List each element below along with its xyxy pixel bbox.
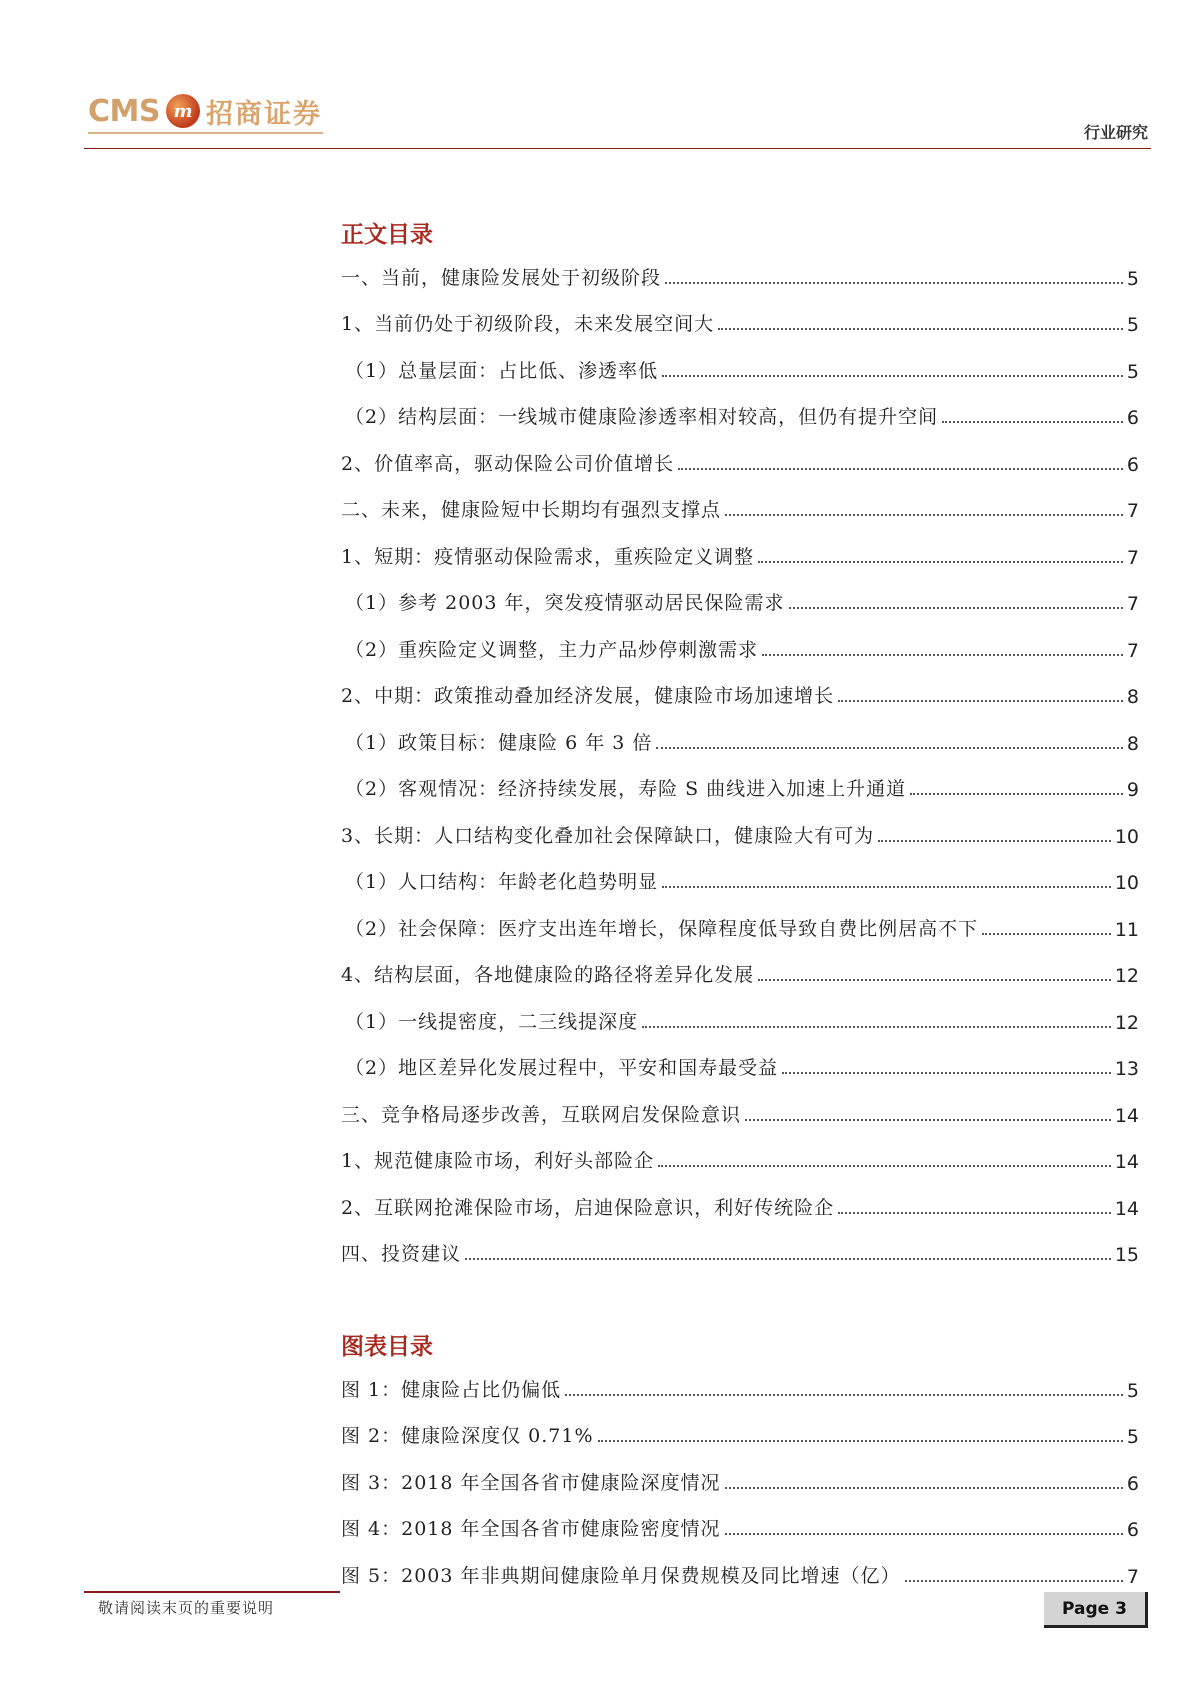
figure-entry-page: 6	[1126, 1472, 1139, 1495]
toc-entry-page: 15	[1114, 1244, 1139, 1266]
toc-entry-page: 14	[1114, 1151, 1139, 1173]
toc-entry-text: （1）总量层面：占比低、渗透率低	[345, 359, 659, 382]
dot-leader	[982, 932, 1111, 935]
toc-entry[interactable]	[341, 755, 1139, 802]
toc-entry[interactable]	[341, 290, 1139, 337]
toc-entry[interactable]	[341, 429, 1139, 476]
figure-entry-page: 6	[1126, 1519, 1139, 1541]
dot-leader	[642, 1025, 1111, 1028]
toc-entry[interactable]	[341, 1220, 1139, 1267]
toc-entry[interactable]	[341, 1080, 1139, 1127]
dot-leader	[758, 978, 1111, 981]
toc-entry[interactable]	[341, 522, 1139, 569]
figure-entry-page: 7	[1126, 1565, 1139, 1588]
toc-entry-page: 8	[1126, 686, 1139, 708]
toc-entry-page: 6	[1126, 453, 1139, 476]
toc-entry[interactable]	[341, 662, 1139, 709]
toc-list	[341, 243, 1139, 1266]
toc-entry[interactable]	[341, 1127, 1139, 1174]
toc-entry-text: 2、互联网抢滩保险市场，启迪保险意识，利好传统险企	[341, 1196, 835, 1219]
dot-leader	[745, 1118, 1111, 1121]
toc-entry-page: 14	[1114, 1104, 1139, 1127]
dot-leader	[656, 746, 1122, 749]
figure-entry-text: 图 3：2018 年全国各省市健康险深度情况	[341, 1471, 721, 1494]
toc-entry-text: （2）地区差异化发展过程中，平安和国寿最受益	[345, 1057, 779, 1079]
toc-entry-text: 2、价值率高，驱动保险公司价值增长	[341, 452, 675, 475]
toc-entry[interactable]	[341, 476, 1139, 523]
toc-entry[interactable]	[341, 569, 1139, 616]
toc-entry-text: 2、中期：政策推动叠加经济发展，健康险市场加速增长	[341, 685, 835, 707]
toc-entry-text: 1、规范健康险市场，利好头部险企	[341, 1150, 655, 1172]
figure-entry-text: 图 1：健康险占比仍偏低	[341, 1378, 562, 1401]
toc-entry-page: 9	[1126, 779, 1139, 801]
toc-title: 正文目录	[341, 222, 433, 248]
logo-cms-text: CMS	[88, 93, 160, 129]
dot-leader	[718, 327, 1123, 330]
logo-chinese-name: 招商证券	[205, 98, 322, 130]
toc-entry-page: 5	[1126, 314, 1139, 336]
dot-leader	[725, 1486, 1123, 1489]
figure-entry[interactable]	[341, 1448, 1139, 1495]
toc-entry[interactable]	[341, 383, 1139, 430]
figure-entry-text: 图 4：2018 年全国各省市健康险密度情况	[341, 1518, 721, 1540]
toc-entry-text: （1）参考 2003 年，突发疫情驱动居民保险需求	[345, 592, 785, 614]
toc-entry[interactable]	[341, 941, 1139, 988]
dot-leader	[598, 1439, 1123, 1442]
figure-entry[interactable]	[341, 1355, 1139, 1402]
figure-entry-page: 5	[1126, 1379, 1139, 1402]
toc-entry-page: 7	[1126, 546, 1139, 569]
toc-entry-page: 7	[1126, 500, 1139, 522]
toc-entry-text: （1）政策目标：健康险 6 年 3 倍	[345, 731, 653, 754]
footer-disclaimer: 敬请阅读末页的重要说明	[98, 1599, 275, 1617]
figure-entry-text: 图 5：2003 年非典期间健康险单月保费规模及同比增速（亿）	[341, 1564, 901, 1587]
figure-entry[interactable]	[341, 1402, 1139, 1449]
toc-entry-text: 1、当前仍处于初级阶段，未来发展空间大	[341, 313, 715, 335]
toc-entry[interactable]	[341, 801, 1139, 848]
toc-entry-text: 二、未来，健康险短中长期均有强烈支撑点	[341, 499, 722, 521]
toc-entry[interactable]	[341, 987, 1139, 1034]
toc-entry[interactable]	[341, 894, 1139, 941]
dot-leader	[782, 1071, 1111, 1074]
toc-entry[interactable]	[341, 848, 1139, 895]
header-divider	[84, 148, 1151, 149]
toc-entry-text: 三、竞争格局逐步改善，互联网启发保险意识	[341, 1103, 742, 1126]
toc-entry-text: （2）重疾险定义调整，主力产品炒停刺激需求	[345, 638, 759, 661]
dot-leader	[942, 420, 1123, 423]
toc-entry-page: 7	[1126, 639, 1139, 662]
dot-leader	[725, 513, 1123, 516]
report-type-label: 行业研究	[1083, 123, 1148, 142]
toc-entry[interactable]	[341, 336, 1139, 383]
toc-entry-page: 6	[1126, 407, 1139, 429]
figures-title: 图表目录	[341, 1334, 433, 1360]
footer-divider	[84, 1591, 340, 1593]
dot-leader	[665, 281, 1123, 284]
toc-entry-text: 4、结构层面，各地健康险的路径将差异化发展	[341, 964, 755, 986]
toc-entry-page: 12	[1114, 965, 1139, 987]
dot-leader	[465, 1257, 1111, 1260]
toc-entry-page: 10	[1114, 825, 1139, 848]
page-number-badge: Page 3	[1044, 1592, 1148, 1628]
figures-list	[341, 1355, 1139, 1588]
toc-entry-text: 1、短期：疫情驱动保险需求，重疾险定义调整	[341, 545, 755, 568]
dot-leader	[762, 653, 1123, 656]
toc-entry-page: 11	[1114, 918, 1139, 941]
page-header	[0, 0, 1200, 160]
toc-entry-page: 14	[1114, 1197, 1139, 1220]
toc-entry-text: （2）结构层面：一线城市健康险渗透率相对较高，但仍有提升空间	[345, 406, 939, 428]
toc-entry-page: 10	[1114, 872, 1139, 894]
toc-entry-text: 3、长期：人口结构变化叠加社会保障缺口，健康险大有可为	[341, 824, 875, 847]
dot-leader	[789, 606, 1123, 609]
figure-entry-page: 5	[1126, 1426, 1139, 1448]
toc-entry-page: 5	[1126, 360, 1139, 383]
dot-leader	[565, 1393, 1123, 1396]
toc-entry-page: 12	[1114, 1011, 1139, 1034]
dot-leader	[725, 1532, 1123, 1535]
dot-leader	[662, 374, 1123, 377]
toc-entry-text: （2）客观情况：经济持续发展，寿险 S 曲线进入加速上升通道	[345, 778, 907, 800]
toc-entry[interactable]	[341, 1034, 1139, 1081]
toc-entry-text: （2）社会保障：医疗支出连年增长，保障程度低导致自费比例居高不下	[345, 917, 979, 940]
dot-leader	[678, 467, 1123, 470]
toc-entry-text: （1）人口结构：年龄老化趋势明显	[345, 871, 659, 893]
dot-leader	[658, 1164, 1111, 1167]
toc-entry-page: 8	[1126, 732, 1139, 755]
toc-entry[interactable]	[341, 615, 1139, 662]
toc-entry-page: 5	[1126, 267, 1139, 290]
toc-entry-page: 13	[1114, 1058, 1139, 1080]
toc-entry-page: 7	[1126, 593, 1139, 615]
logo-underline	[88, 132, 323, 134]
dot-leader	[910, 792, 1123, 795]
logo-mark-icon: m	[166, 94, 200, 128]
toc-entry-text: 四、投资建议	[341, 1243, 462, 1265]
dot-leader	[758, 560, 1123, 563]
toc-entry-text: 一、当前，健康险发展处于初级阶段	[341, 266, 662, 289]
figure-entry[interactable]	[341, 1495, 1139, 1542]
toc-entry[interactable]	[341, 708, 1139, 755]
toc-entry[interactable]	[341, 243, 1139, 290]
dot-leader	[905, 1579, 1123, 1582]
dot-leader	[662, 885, 1111, 888]
dot-leader	[878, 839, 1111, 842]
company-logo	[88, 90, 322, 132]
figure-entry-text: 图 2：健康险深度仅 0.71%	[341, 1425, 594, 1447]
figure-entry[interactable]	[341, 1541, 1139, 1588]
toc-entry-text: （1）一线提密度，二三线提深度	[345, 1010, 639, 1033]
dot-leader	[838, 699, 1123, 702]
dot-leader	[838, 1211, 1111, 1214]
toc-entry[interactable]	[341, 1173, 1139, 1220]
